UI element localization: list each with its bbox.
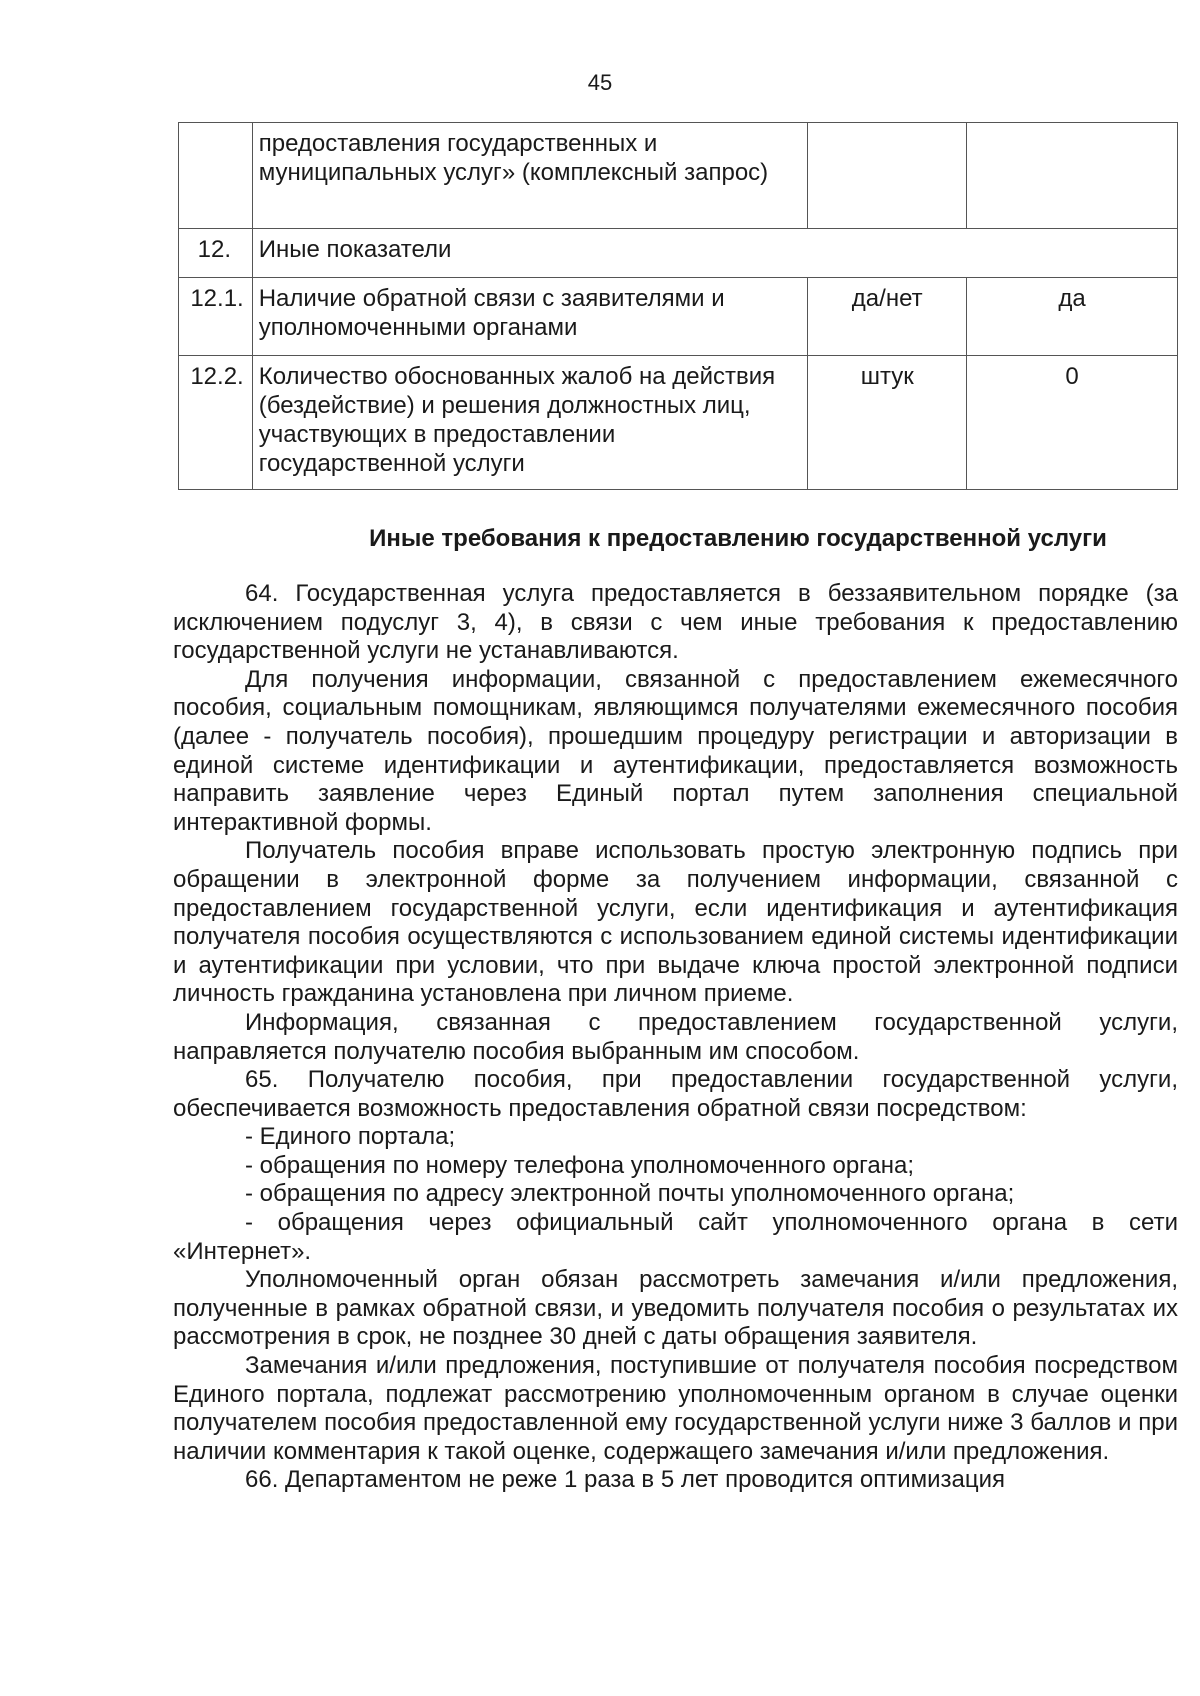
paragraph: Для получения информации, связанной с предоставлением ежемесячного пособия, социальным помощникам, являющимся получателями ежемесячного пособия (далее - получатель пособия), прошедшим процедуру регистрации и авторизации в единой системе идентификации и аутентификации, предоставляется возможность направить заявление через Единый портал путем заполнения специальной интерактивной формы. [173,665,1178,836]
paragraph: 64. Государственная услуга предоставляется в беззаявительном порядке (за исключением подуслуг 3, 4), в связи с чем иные требования к предоставлению государственной услуги не устанавливаются. [173,580,1178,665]
row-value [967,123,1178,229]
row-name: Наличие обратной связи с заявителями и уполномоченными органами [252,278,808,356]
table-row [179,278,1178,356]
table-row [179,229,1178,278]
row-name: Количество обоснованных жалоб на действия (бездействие) и решения должностных лиц, участвующих в предоставлении государственной услуги [252,356,808,490]
list-item: - обращения через официальный сайт уполномоченного органа в сети «Интернет». [173,1209,1178,1265]
table-row [179,123,1178,229]
paragraph: Замечания и/или предложения, поступившие от получателя пособия посредством Единого портала, подлежат рассмотрению уполномоченным органом в случае оценки получателем пособия предоставленной ему государственной услуги ниже 3 баллов и при наличии комментария к такой оценке, содержащего замечания и/или предложения. [173,1352,1178,1465]
list-item: - Единого портала; [245,1123,456,1151]
list-item: - обращения по адресу электронной почты уполномоченного органа; [245,1180,1015,1208]
table-row [179,356,1178,490]
page-number: 45 [587,70,613,95]
row-value: 0 [967,356,1178,490]
row-value: да [967,278,1178,356]
document-body [173,580,1178,1495]
row-number [179,123,253,229]
section-heading: Иные требования к предоставлению государственной услуги [369,525,1107,552]
list-item: - обращения по номеру телефона уполномоченного органа; [245,1151,915,1179]
paragraph: Получатель пособия вправе использовать простую электронную подпись при обращении в электронной форме за получением информации, связанной с предоставлением государственной услуги, если идентификация и аутентификация получателя пособия осуществляются с использованием единой системы идентификации и аутентификации при условии, что при выдаче ключа простой электронной подписи личность гражданина установлена при личном приеме. [173,837,1178,1008]
paragraph: 66. Департаментом не реже 1 раза в 5 лет проводится оптимизация [245,1466,1006,1494]
paragraph: 65. Получателю пособия, при предоставлении государственной услуги, обеспечивается возможность предоставления обратной связи посредством: [173,1066,1178,1122]
row-number: 12. [179,229,253,278]
indicators-table [178,122,1178,490]
paragraph: Уполномоченный орган обязан рассмотреть замечания и/или предложения, полученные в рамках обратной связи, и уведомить получателя пособия о результатах их рассмотрения в срок, не позднее 30 дней с даты обращения заявителя. [173,1266,1178,1351]
row-number: 12.1. [179,278,253,356]
row-number: 12.2. [179,356,253,490]
row-name: Иные показатели [252,229,1177,278]
row-unit: штук [808,356,967,490]
row-unit: да/нет [808,278,967,356]
row-name: предоставления государственных и муниципальных услуг» (комплексный запрос) [252,123,808,229]
paragraph: Информация, связанная с предоставлением государственной услуги, направляется получателю пособия выбранным им способом. [173,1008,1178,1065]
row-unit [808,123,967,229]
